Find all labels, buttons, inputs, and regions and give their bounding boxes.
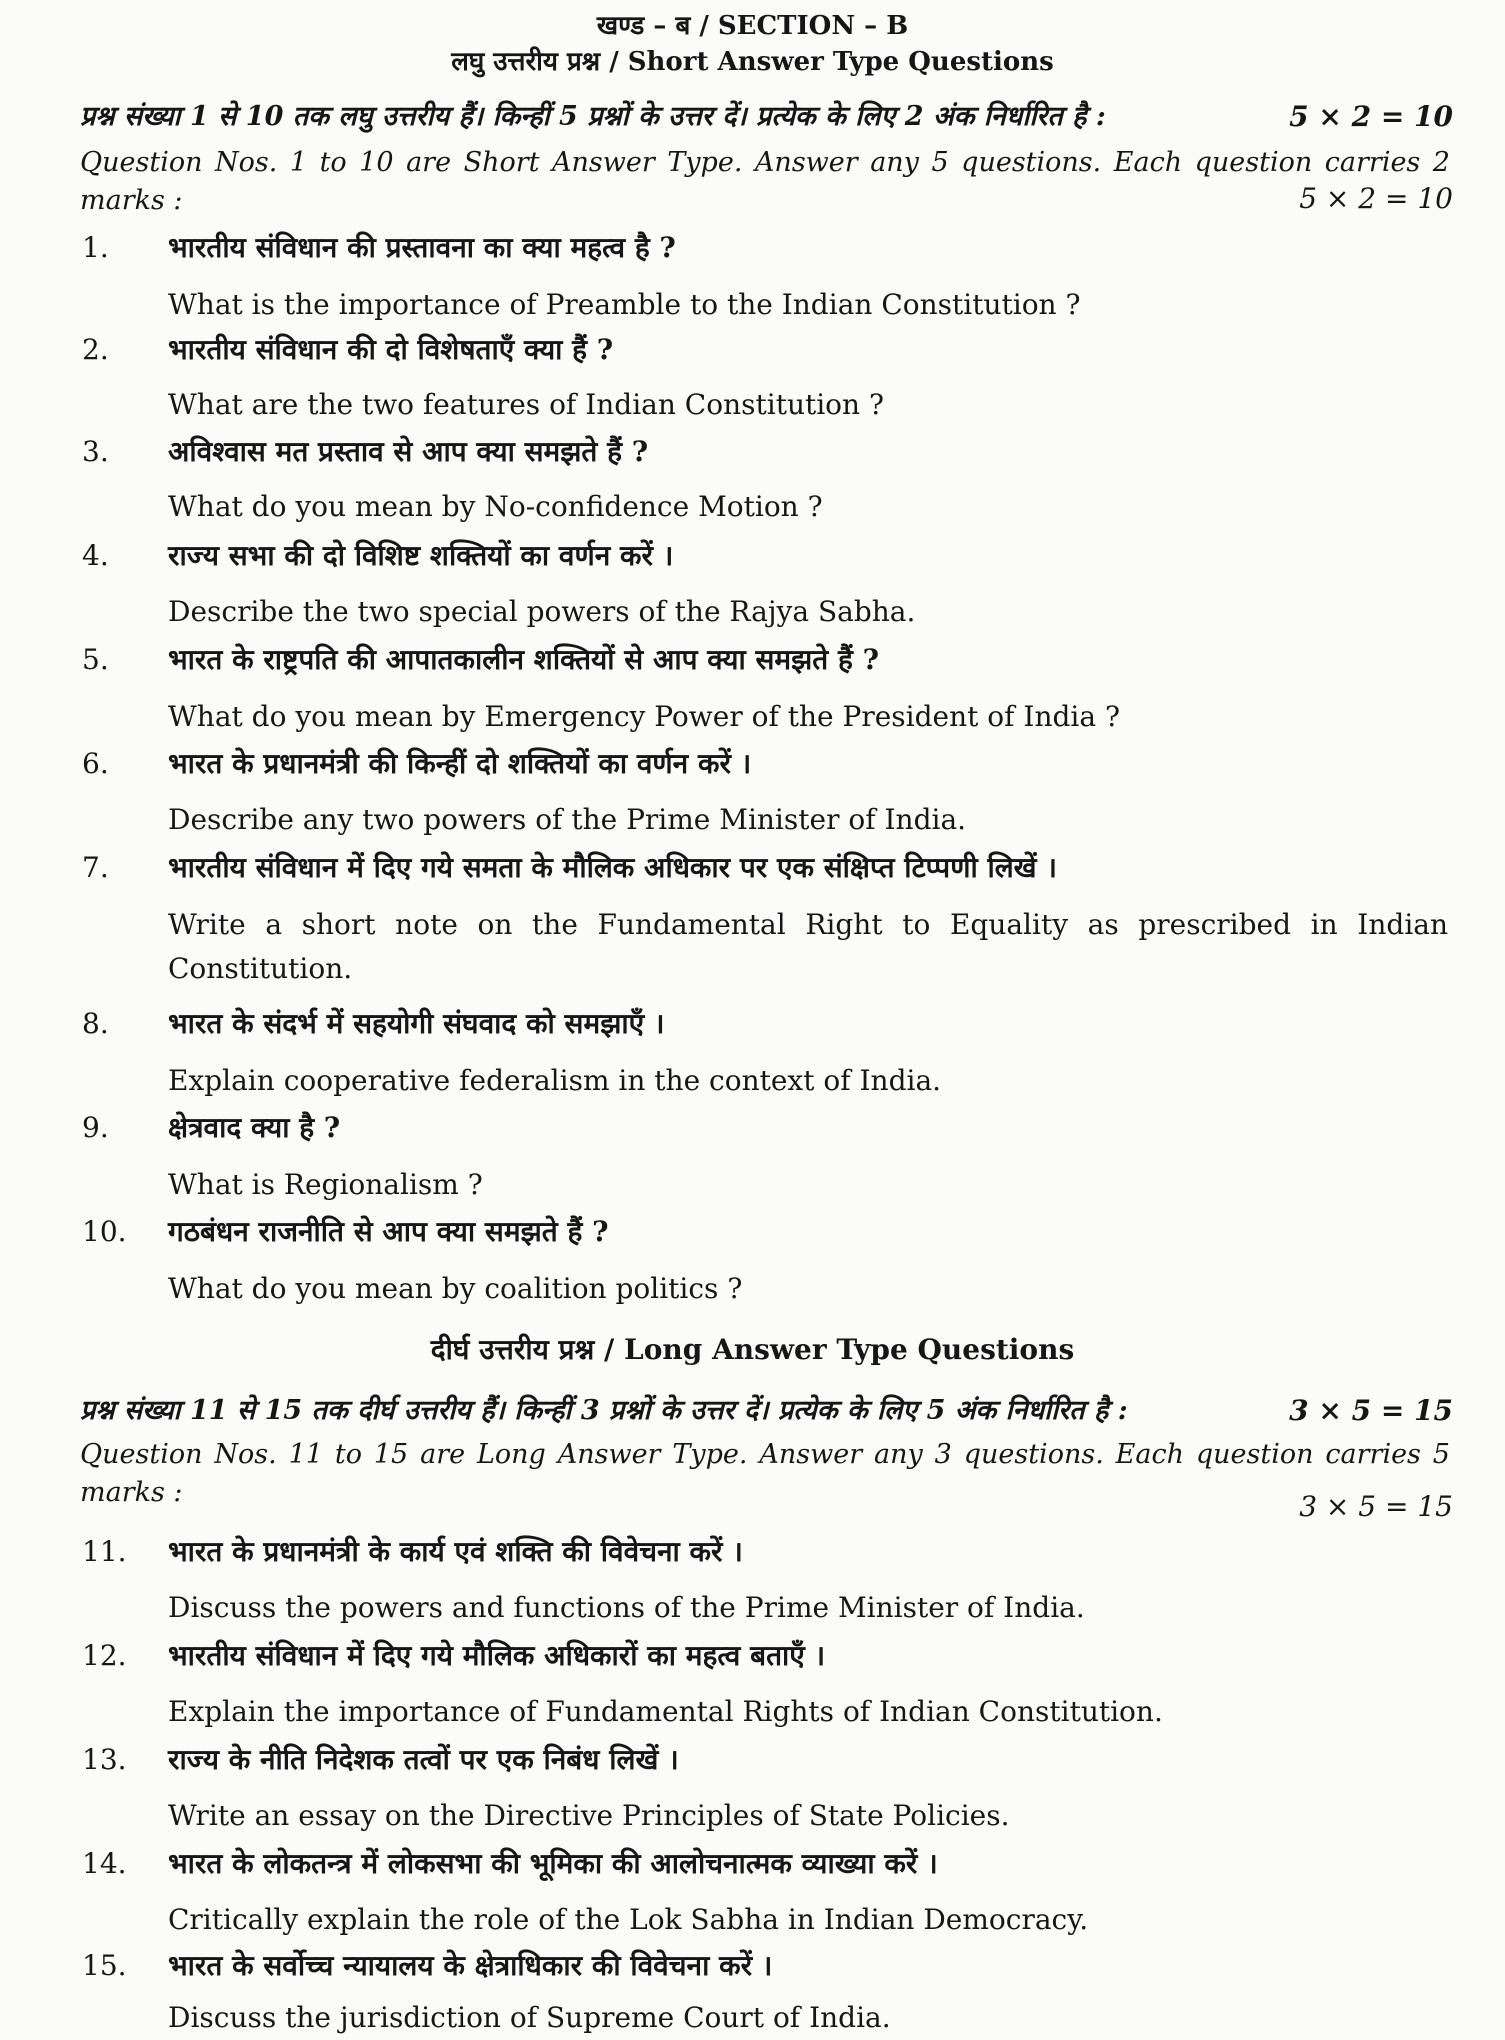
question-text-hindi: भारतीय संविधान की दो विशेषताएँ क्या हैं ? <box>168 333 614 366</box>
question-text-english: Write an essay on the Directive Principles of State Policies. <box>168 1799 1010 1832</box>
question-text-hindi: भारत के संदर्भ में सहयोगी संघवाद को समझाएँ । <box>168 1007 665 1040</box>
question-number: 6. <box>82 747 109 780</box>
long-answer-heading: दीर्घ उत्तरीय प्रश्न / Long Answer Type Questions <box>430 1333 1075 1366</box>
question-text-english: What is the importance of Preamble to the Indian Constitution ? <box>168 288 1081 321</box>
long-marks-english: 3 × 5 = 15 <box>1299 1490 1453 1523</box>
question-number: 8. <box>82 1007 109 1040</box>
question-text-english: Describe any two powers of the Prime Minister of India. <box>168 803 967 836</box>
long-instruction-english: Question Nos. 11 to 15 are Long Answer Type. Answer any 3 questions. Each question carries 5 marks : <box>80 1439 1450 1508</box>
question-text-english: What do you mean by coalition politics ? <box>168 1272 743 1305</box>
question-text-english: Discuss the jurisdiction of Supreme Court of India. <box>168 2001 891 2034</box>
question-text-hindi: राज्य के नीति निदेशक तत्वों पर एक निबंध लिखें । <box>168 1743 679 1776</box>
question-number: 9. <box>82 1111 109 1144</box>
question-text-english: Explain the importance of Fundamental Rights of Indian Constitution. <box>168 1695 1163 1728</box>
question-number: 1. <box>82 231 109 264</box>
question-text-english: Describe the two special powers of the Rajya Sabha. <box>168 595 916 628</box>
question-text-hindi: राज्य सभा की दो विशिष्ट शक्तियों का वर्णन करें । <box>168 539 674 572</box>
question-text-english: What do you mean by No-confidence Motion ? <box>168 490 823 523</box>
question-text-hindi: भारत के प्रधानमंत्री के कार्य एवं शक्ति की विवेचना करें । <box>168 1535 743 1568</box>
long-instruction-hindi: प्रश्न संख्या 11 से 15 तक दीर्घ उत्तरीय हैं। किन्हीं 3 प्रश्नों के उत्तर दें। प्रत्येक के लिए 5 अंक निर्धारित है : <box>80 1395 1128 1426</box>
question-text-hindi: भारतीय संविधान में दिए गये मौलिक अधिकारों का महत्व बताएँ । <box>168 1639 826 1672</box>
question-text-hindi: भारतीय संविधान में दिए गये समता के मौलिक अधिकार पर एक संक्षिप्त टिप्पणी लिखें । <box>168 851 1057 884</box>
question-number: 13. <box>82 1743 127 1776</box>
question-number: 3. <box>82 435 109 468</box>
question-number: 12. <box>82 1639 127 1672</box>
short-instruction-english: Question Nos. 1 to 10 are Short Answer Type. Answer any 5 questions. Each question carries 2 marks : <box>80 147 1450 216</box>
question-text-hindi: भारतीय संविधान की प्रस्तावना का क्या महत्व है ? <box>168 231 676 264</box>
question-text-hindi: भारत के राष्ट्रपति की आपातकालीन शक्तियों से आप क्या समझते हैं ? <box>168 643 880 676</box>
question-number: 5. <box>82 643 109 676</box>
question-text-english: Write a short note on the Fundamental Right to Equality as prescribed in Indian Constitution. <box>168 908 1448 985</box>
question-number: 11. <box>82 1535 127 1568</box>
short-marks-hindi: 5 × 2 = 10 <box>1289 100 1453 133</box>
question-number: 2. <box>82 333 109 366</box>
question-text-hindi: क्षेत्रवाद क्या है ? <box>168 1111 341 1144</box>
question-text-english: What is Regionalism ? <box>168 1168 483 1201</box>
question-text-hindi: भारत के लोकतन्त्र में लोकसभा की भूमिका की आलोचनात्मक व्याख्या करें । <box>168 1847 938 1880</box>
question-number: 7. <box>82 851 109 884</box>
question-number: 4. <box>82 539 109 572</box>
question-text-hindi: अविश्वास मत प्रस्ताव से आप क्या समझते हैं ? <box>168 435 649 468</box>
question-number: 14. <box>82 1847 127 1880</box>
question-text-hindi: भारत के सर्वोच्च न्यायालय के क्षेत्राधिकार की विवेचना करें । <box>168 1949 773 1982</box>
question-text-english: Explain cooperative federalism in the context of India. <box>168 1064 942 1097</box>
short-marks-english: 5 × 2 = 10 <box>1299 182 1453 215</box>
section-title: खण्ड – ब / SECTION – B <box>596 11 909 41</box>
question-text-english: Discuss the powers and functions of the Prime Minister of India. <box>168 1591 1085 1624</box>
question-number: 15. <box>82 1949 127 1982</box>
question-text-english: What do you mean by Emergency Power of the President of India ? <box>168 700 1120 733</box>
question-text-hindi: भारत के प्रधानमंत्री की किन्हीं दो शक्तियों का वर्णन करें । <box>168 747 752 780</box>
question-text-english: Critically explain the role of the Lok Sabha in Indian Democracy. <box>168 1903 1089 1936</box>
question-text-english: What are the two features of Indian Constitution ? <box>168 388 884 421</box>
question-number: 10. <box>82 1215 127 1248</box>
section-subtitle: लघु उत्तरीय प्रश्न / Short Answer Type Questions <box>451 47 1054 77</box>
short-instruction-hindi: प्रश्न संख्या 1 से 10 तक लघु उत्तरीय हैं। किन्हीं 5 प्रश्नों के उत्तर दें। प्रत्येक के लिए 2 अंक निर्धारित है : <box>80 101 1106 132</box>
long-marks-hindi: 3 × 5 = 15 <box>1289 1394 1453 1427</box>
question-text-hindi: गठबंधन राजनीति से आप क्या समझते हैं ? <box>168 1215 609 1248</box>
